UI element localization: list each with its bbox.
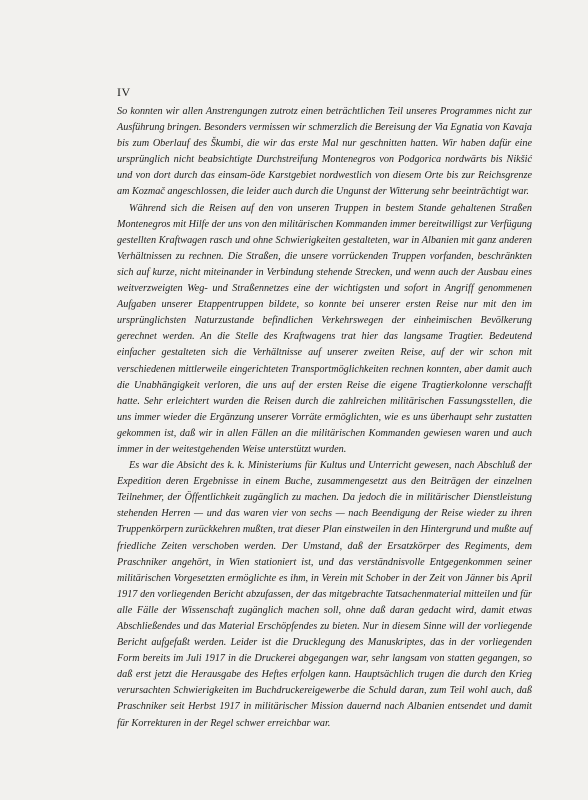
paragraph-2: Während sich die Reisen auf den von unseren Truppen in bestem Stande gehaltenen Straßen Montenegros mit Hilfe der uns von den militärischen Kommanden immer bereitwilligst zur Verfügung gestellten Kraftwagen rasch und ohne Schwierigkeiten gestalteten, war in Albanien mit ganz anderen Verhältnissen zu rechnen. Die Straßen, die unsere vorrückenden Truppen vorfanden, beschränkten sich auf kurze, nicht miteinander in Verbindung stehende Strecken, und wenn auch der Ausbau eines weitverzweigten Weg- und Straßennetzes eine der wichtigsten und sofort in Angriff genommenen Aufgaben unserer Etappentruppen bildete, so konnte bei unserer ersten Reise nur mit den im ursprünglichsten Naturzustande befindlichen Verkehrswegen der einheimischen Bevölkerung gerechnet werden. An die Stelle des Kraftwagens trat hier das langsame Tragtier. Bedeutend einfacher gestalteten sich die Verhältnisse auf unserer zweiten Reise, auf der wir schon mit verschiedenen mittlerweile eingerichteten Transportmöglichkeiten rechnen konnten, aber damit auch die Unabhängigkeit verloren, die uns auf der ersten Reise die eigene Tragtierkolonne verschafft hatte. Sehr erleichtert wurden die Reisen durch die zahlreichen militärischen Fassungsstellen, die uns immer wieder die Ergänzung unserer Vorräte ermöglichten, wie es uns überhaupt sehr zustatten gekommen ist, daß wir in allen Fällen an die militärischen Kommanden gewiesen waren und auch immer in der weitestgehenden Weise unterstützt wurden. (117, 202, 532, 455)
paragraph-1: So konnten wir allen Anstrengungen zutrotz einen beträchtlichen Teil unseres Programmes nicht zur Ausführung bringen. Besonders vermissen wir schmerzlich die Bereisung der Via Egnatia von Kavaja bis zum Oberlauf des Škumbi, die wir das erste Mal nur geschnitten hatten. Wir haben dafür eine ursprünglich nicht beabsichtigte Durchstreifung Montenegros von Podgorica nordwärts bis Nikšić und von dort durch das einsam-öde Karstgebiet nordwestlich von diesem Orte bis zur Reichsgrenze am Kozmač angeschlossen, die leider auch durch die Ungunst der Witterung sehr beeinträchtigt war. (117, 106, 532, 198)
page-number: IV (117, 85, 131, 99)
body-text (117, 104, 532, 732)
paragraph-3: Es war die Absicht des k. k. Ministeriums für Kultus und Unterricht gewesen, nach Abschluß der Expedition deren Ergebnisse in einem Buche, zusammengesetzt aus den Beiträgen der einzelnen Teilnehmer, der Öffentlichkeit zugänglich zu machen. Da jedoch die in militärischer Dienstleistung stehenden Herren — und das waren vier von sechs — nach Beendigung der Reise wieder zu ihren Truppenkörpern zurückkehren mußten, trat dieser Plan einstweilen in den Hintergrund und mußte auf friedliche Zeiten verschoben werden. Der Umstand, daß der Ersatzkörper des Regiments, dem Praschniker angehört, in Wien stationiert ist, und das verständnisvolle Entgegenkommen seiner militärischen Vorgesetzten ermöglichte es ihm, in Verein mit Schober in der Zeit von Jänner bis April 1917 den vorliegenden Bericht abzufassen, der das mitgebrachte Tatsachenmaterial mitteilen und für alle Fälle der Wissenschaft zugänglich machen soll, ohne daß daran gedacht wird, damit etwas Abschließendes und das Material Erschöpfendes zu bieten. Nur in diesem Sinne will der vorliegende Bericht aufgefaßt werden. Leider ist die Drucklegung des Manuskriptes, das in der vorliegenden Form bereits im Juli 1917 in die Druckerei abgegangen war, sehr langsam von statten gegangen, so daß erst jetzt die Herausgabe des Heftes erfolgen kann. Hauptsächlich trugen die durch den Krieg verursachten Schwierigkeiten im Buchdruckereigewerbe die Schuld daran, zum Teil wohl auch, daß Praschniker seit Herbst 1917 in militärischer Mission dauernd nach Albanien entsendet und damit für Korrekturen in der Regel schwer erreichbar war. (117, 460, 532, 729)
